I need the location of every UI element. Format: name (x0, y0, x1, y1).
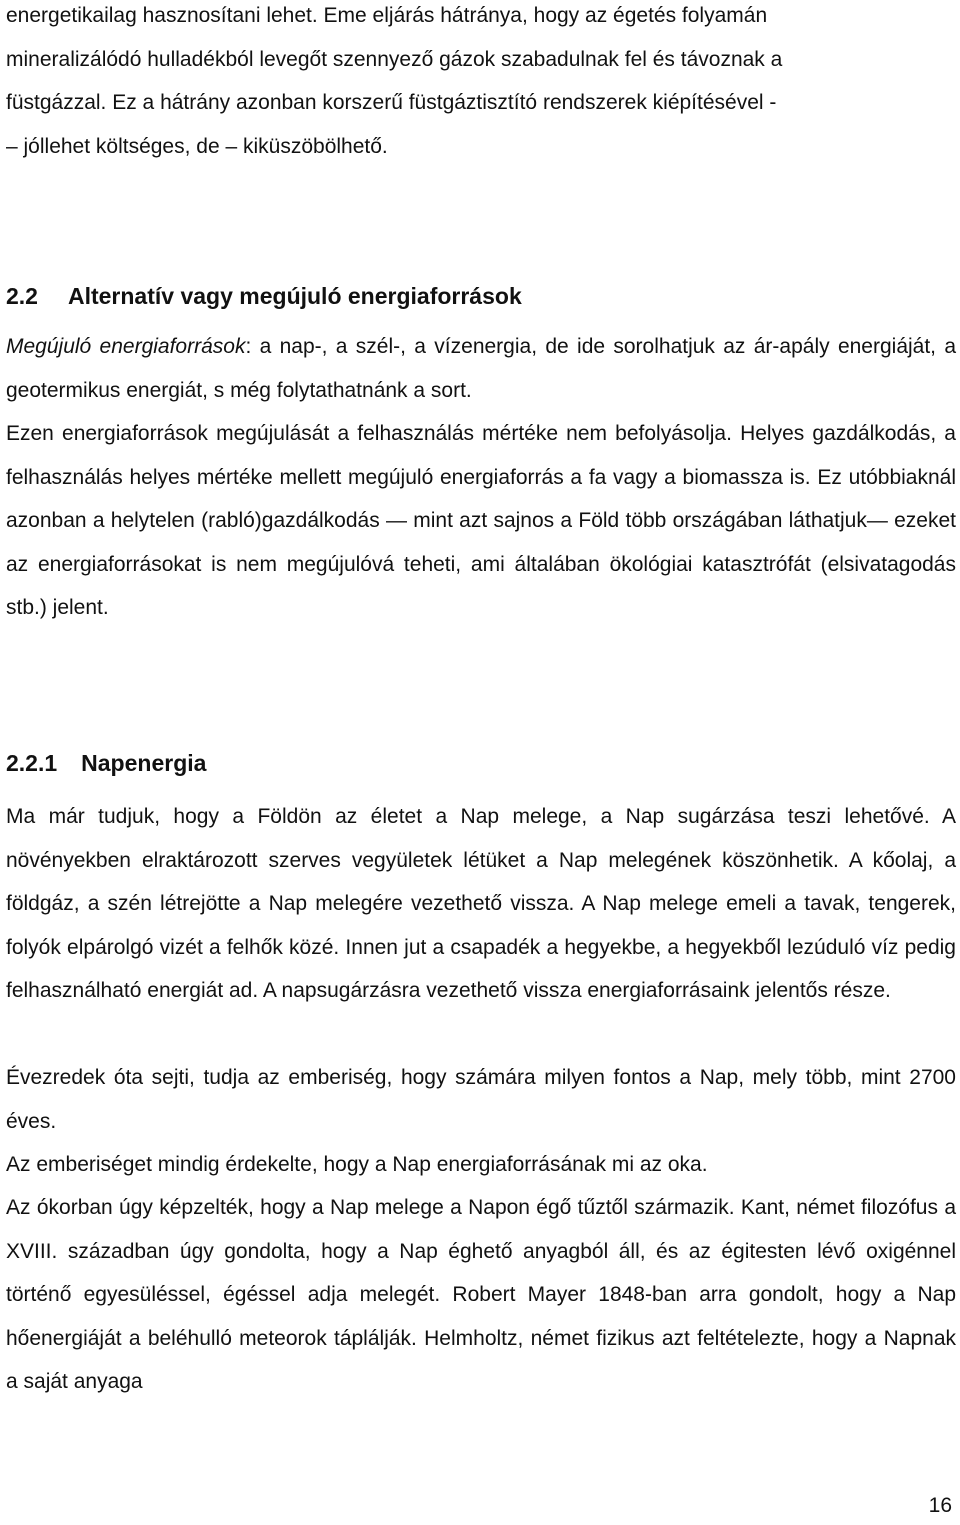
page-number: 16 (928, 1494, 952, 1517)
paragraph-sun-importance: Évezredek óta sejti, tudja az emberiség, hogy számára milyen fontos a Nap, mely több, mint 2700 éves. (6, 1066, 956, 1133)
defined-term: Megújuló energiaforrások (6, 335, 246, 358)
intro-line: – jóllehet költséges, de – kiküszöbölhető. (6, 134, 388, 158)
section-heading-2-2 (6, 283, 522, 310)
section-number: 2.2.1 (6, 750, 58, 776)
section-heading-2-2-1 (6, 750, 206, 777)
paragraph-sun-energy-question: Az emberiséget mindig érdekelte, hogy a Nap energiaforrásának mi az oka. (6, 1153, 708, 1176)
paragraph-sun-life: Ma már tudjuk, hogy a Földön az életet a Nap melege, a Nap sugárzása teszi lehetővé. A növényekben elraktározott szerves vegyületek létüket a Nap melegének köszönhetik. A kőolaj, a földgáz, a szén létrejötte a Nap melegére vezethető vissza. A Nap melege emeli a tavak, tengerek, folyók elpárolgó vizét a felhők közé. Innen jut a csapadék a hegyekbe, a hegyekből lezúduló víz pedig felhasználható energiát ad. A napsugárzásra vezethető vissza energiaforrásaink jelentős része. (6, 805, 956, 1002)
intro-paragraph (6, 0, 956, 168)
intro-line: energetikailag hasznosítani lehet. Eme eljárás hátránya, hogy az égetés folyamán (6, 4, 768, 27)
paragraph-renewables-definition (6, 325, 956, 412)
definition-text: : a nap-, a szél-, a vízenergia, de ide sorolhatjuk az ár-apály energiáját, a geotermikus energiát, s még folytathatnánk a sort. (6, 335, 957, 402)
section-title: Napenergia (81, 750, 207, 776)
intro-line: füstgázzal. Ez a hátrány azonban korszerű füstgáztisztító rendszerek kiépítésével - (6, 91, 777, 114)
section-number: 2.2 (6, 283, 38, 309)
paragraph-sun-history: Az ókorban úgy képzelték, hogy a Nap melege a Napon égő tűztől származik. Kant, német filozófus a XVIII. században úgy gondolta, hogy a Nap éghető anyagból áll, és az égitesten lévő oxigénnel történő egyesüléssel, égéssel adja melegét. Robert Mayer 1848-ban arra gondolt, hogy a Nap hőenergiáját a beléhulló meteorok táplálják. Helmholtz, német fizikus azt feltételezte, hogy a Napnak a saját anyaga (6, 1196, 956, 1393)
section-title: Alternatív vagy megújuló energiaforrások (67, 283, 522, 309)
intro-line: mineralizálódó hulladékból levegőt szennyező gázok szabadulnak fel és távoznak a (6, 47, 783, 71)
paragraph-renewables-usage: Ezen energiaforrások megújulását a felhasználás mértéke nem befolyásolja. Helyes gazdálkodás, a felhasználás helyes mértéke mellett megújuló energiaforrás a fa vagy a biomassza is. Ez utóbbiaknál azonban a helytelen (rabló)gazdálkodás — mint azt sajnos a Föld több országában láthatjuk— ezeket az energiaforrásokat is nem megújulóvá teheti, ami általában ökológiai katasztrófát (elsivatagodás stb.) jelent. (6, 422, 956, 619)
